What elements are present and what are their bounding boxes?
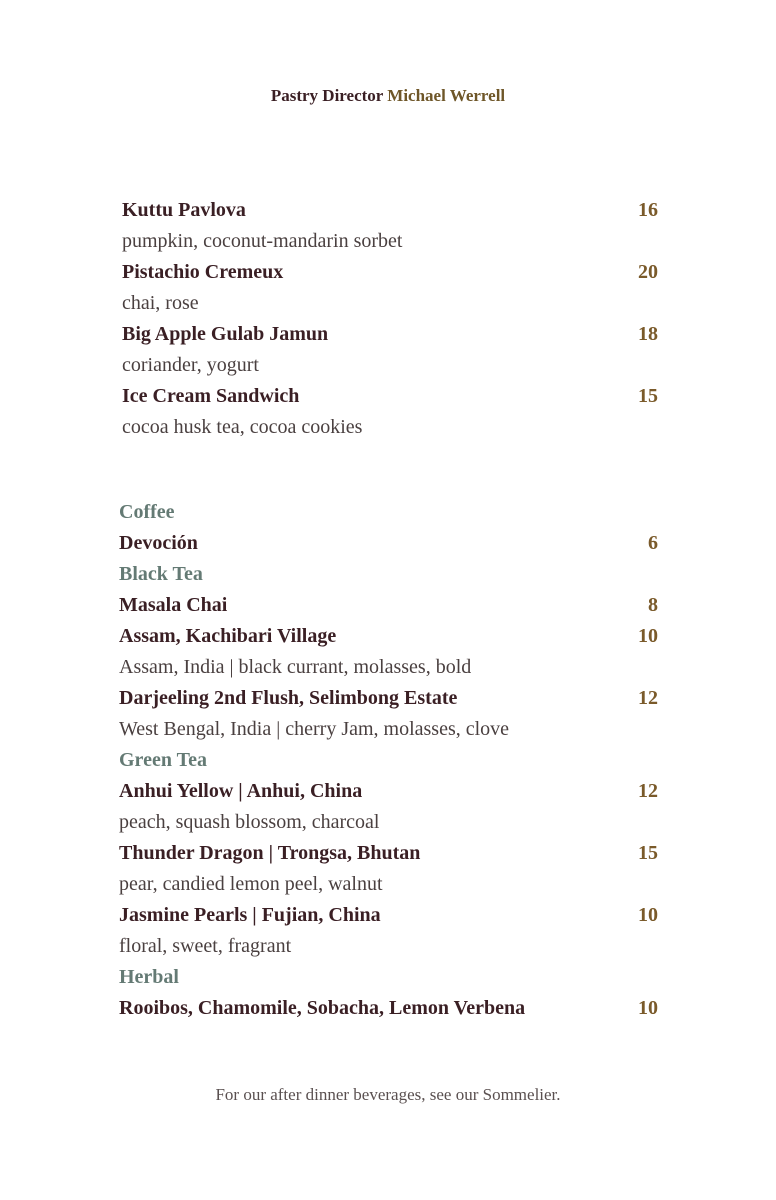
- dessert-description: coriander, yogurt: [122, 354, 259, 376]
- category-label: Black Tea: [119, 563, 203, 585]
- beverage-name: Thunder Dragon | Trongsa, Bhutan: [119, 842, 421, 864]
- beverage-item: [0, 685, 776, 716]
- dessert-name: Pistachio Cremeux: [122, 261, 284, 283]
- beverage-price: 15: [638, 842, 658, 864]
- beverage-item: [0, 902, 776, 933]
- beverage-name: Darjeeling 2nd Flush, Selimbong Estate: [119, 687, 458, 709]
- beverage-name: Assam, Kachibari Village: [119, 625, 337, 647]
- beverage-name: Jasmine Pearls | Fujian, China: [119, 904, 381, 926]
- beverage-name: Masala Chai: [119, 594, 228, 616]
- dessert-description: chai, rose: [122, 292, 199, 314]
- dessert-list: [0, 197, 776, 445]
- dessert-price: 20: [638, 261, 658, 283]
- beverage-description-row: [0, 871, 776, 902]
- beverage-name: Devoción: [119, 532, 198, 554]
- beverage-item: [0, 623, 776, 654]
- beverage-price: 8: [648, 594, 658, 616]
- dessert-item: [0, 197, 776, 228]
- dessert-name: Big Apple Gulab Jamun: [122, 323, 329, 345]
- beverage-description-row: [0, 654, 776, 685]
- beverage-price: 12: [638, 687, 658, 709]
- dessert-description: cocoa husk tea, cocoa cookies: [122, 416, 363, 438]
- beverage-list: [0, 499, 776, 1026]
- dessert-description-row: [0, 228, 776, 259]
- dessert-price: 18: [638, 323, 658, 345]
- beverage-item: [0, 592, 776, 623]
- dessert-description: pumpkin, coconut-mandarin sorbet: [122, 230, 403, 252]
- beverage-price: 10: [638, 904, 658, 926]
- beverage-description-row: [0, 809, 776, 840]
- beverage-description: peach, squash blossom, charcoal: [119, 811, 380, 833]
- beverage-description: pear, candied lemon peel, walnut: [119, 873, 383, 895]
- category-label: Green Tea: [119, 749, 207, 771]
- dessert-item: [0, 321, 776, 352]
- beverage-description-row: [0, 716, 776, 747]
- beverage-price: 10: [638, 625, 658, 647]
- header-role: Pastry Director: [270, 86, 384, 105]
- dessert-description-row: [0, 352, 776, 383]
- beverage-price: 10: [638, 997, 658, 1019]
- beverage-item: [0, 840, 776, 871]
- dessert-price: 16: [638, 199, 658, 221]
- dessert-item: [0, 383, 776, 414]
- category-label: Coffee: [119, 501, 175, 523]
- category-label: Herbal: [119, 966, 179, 988]
- dessert-price: 15: [638, 385, 658, 407]
- beverage-description: West Bengal, India | cherry Jam, molasses, clove: [119, 718, 510, 740]
- beverage-description-row: [0, 933, 776, 964]
- menu-header: [0, 86, 776, 106]
- beverage-category: [0, 747, 776, 778]
- beverage-item: [0, 995, 776, 1026]
- beverage-item: [0, 530, 776, 561]
- dessert-description-row: [0, 414, 776, 445]
- dessert-name: Ice Cream Sandwich: [122, 385, 300, 407]
- beverage-category: [0, 499, 776, 530]
- footer-note: For our after dinner beverages, see our Sommelier.: [215, 1085, 561, 1104]
- beverage-item: [0, 778, 776, 809]
- dessert-description-row: [0, 290, 776, 321]
- header-name: Michael Werrell: [387, 86, 506, 105]
- beverage-name: Anhui Yellow | Anhui, China: [119, 780, 363, 802]
- beverage-description: floral, sweet, fragrant: [119, 935, 292, 957]
- beverage-category: [0, 561, 776, 592]
- beverage-category: [0, 964, 776, 995]
- dessert-name: Kuttu Pavlova: [122, 199, 246, 221]
- dessert-item: [0, 259, 776, 290]
- beverage-price: 6: [648, 532, 658, 554]
- beverage-description: Assam, India | black currant, molasses, bold: [119, 656, 472, 678]
- beverage-price: 12: [638, 780, 658, 802]
- beverage-name: Rooibos, Chamomile, Sobacha, Lemon Verbena: [119, 997, 526, 1019]
